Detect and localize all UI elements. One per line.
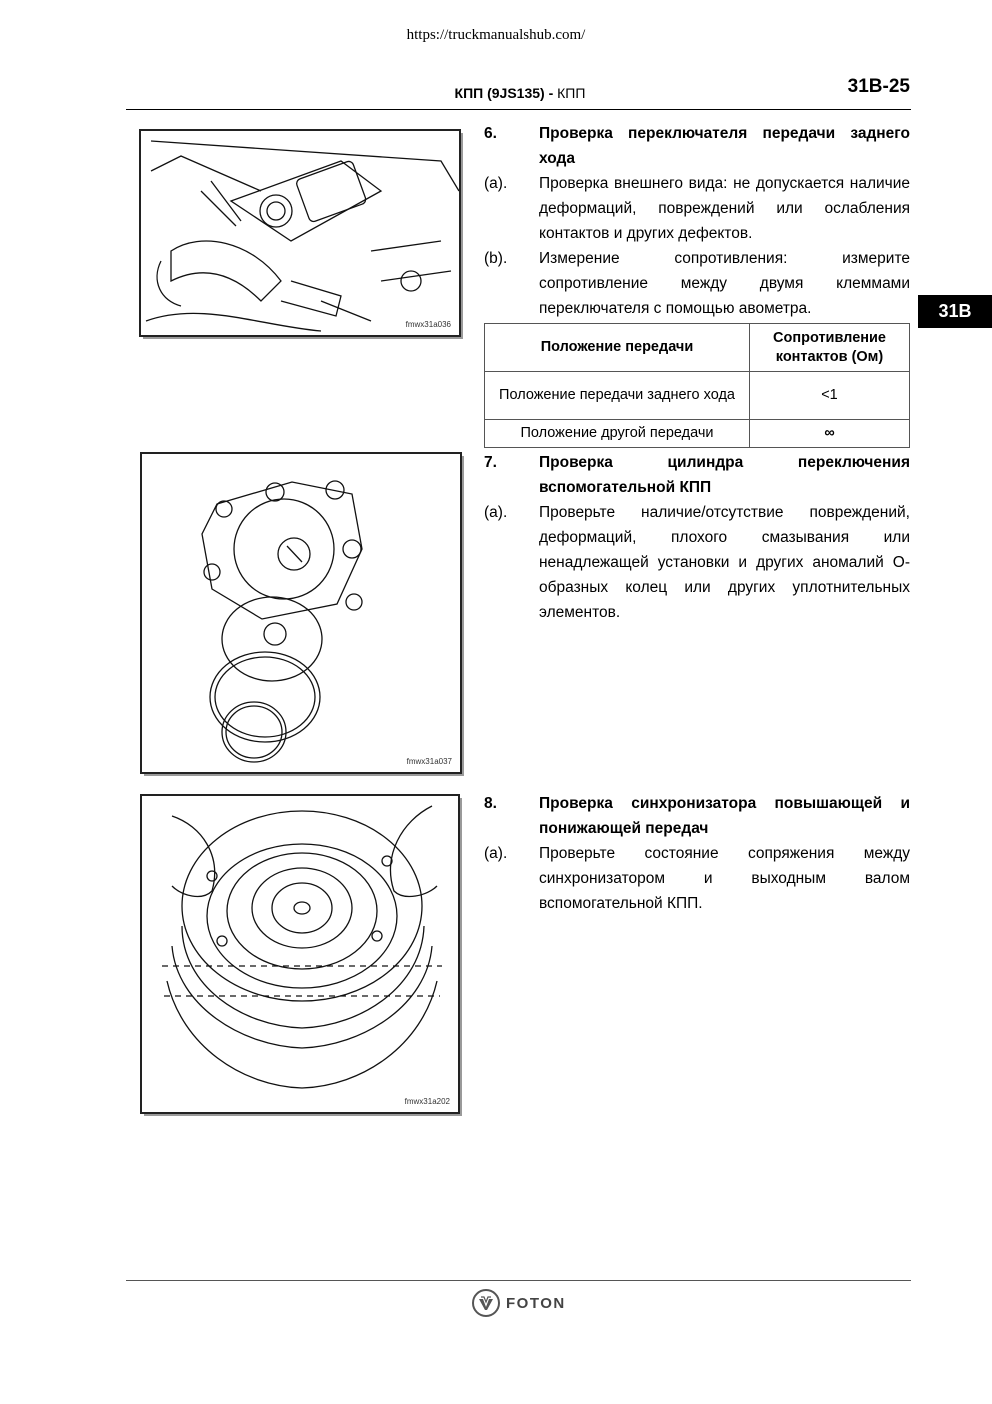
section-title: Проверка цилиндра переключения вспомогательной КПП <box>539 454 910 496</box>
table-cell: Положение передачи заднего хода <box>485 372 750 420</box>
section-title: Проверка переключателя передачи заднего хода <box>539 125 910 167</box>
step-label: (a). <box>484 504 508 521</box>
section-8 <box>484 791 910 916</box>
table-header-row <box>485 324 910 372</box>
section-7 <box>484 450 910 625</box>
header-title: КПП (9JS135) - КПП <box>454 85 586 101</box>
table-cell: <1 <box>750 372 910 420</box>
step-label: (a). <box>484 845 508 862</box>
step-text: Проверьте состояние сопряжения между синхронизатором и выходным валом вспомогательной КПП. <box>539 845 910 912</box>
brand-name: FOTON <box>506 1294 566 1312</box>
foton-logo-icon <box>472 1289 500 1317</box>
figure-caption: fmwx31a037 <box>406 757 452 766</box>
table-row <box>485 420 910 448</box>
section-number: 7. <box>484 454 497 471</box>
figure-multimeter <box>139 129 461 337</box>
step-text: Измерение сопротивления: измерите сопротивление между двумя клеммами переключателя с помощью авометра. <box>539 250 910 317</box>
step-label: (a). <box>484 175 508 192</box>
header-rule <box>126 109 911 110</box>
step-text: Проверка внешнего вида: не допускается наличие деформаций, повреждений или ослабления контактов и других дефектов. <box>539 175 910 242</box>
table-row <box>485 372 910 420</box>
section-number: 8. <box>484 795 497 812</box>
figure-synchronizer <box>140 794 460 1114</box>
resistance-table <box>484 323 910 448</box>
table-cell: ∞ <box>750 420 910 448</box>
footer-logo <box>472 1289 566 1317</box>
section-number: 6. <box>484 125 497 142</box>
chapter-tab: 31B <box>918 295 992 328</box>
figure-caption: fmwx31a036 <box>405 320 451 329</box>
step-text: Проверьте наличие/отсутствие повреждений, деформаций, плохого смазывания или ненадлежащей установки и других аномалий О-образных колец или других уплотнительных элементов. <box>539 504 910 621</box>
page-number: 31B-25 <box>847 76 910 97</box>
table-cell: Положение другой передачи <box>485 420 750 448</box>
footer-rule <box>126 1280 911 1281</box>
section-title: Проверка синхронизатора повышающей и понижающей передач <box>539 795 910 837</box>
watermark-url: https://truckmanualshub.com/ <box>406 27 586 43</box>
table-header-cell: Положение передачи <box>485 324 750 372</box>
step-label: (b). <box>484 250 508 267</box>
table-header-cell: Сопротивление контактов (Ом) <box>750 324 910 372</box>
figure-caption: fmwx31a202 <box>404 1097 450 1106</box>
section-6 <box>484 121 910 321</box>
figure-cylinder <box>140 452 462 774</box>
